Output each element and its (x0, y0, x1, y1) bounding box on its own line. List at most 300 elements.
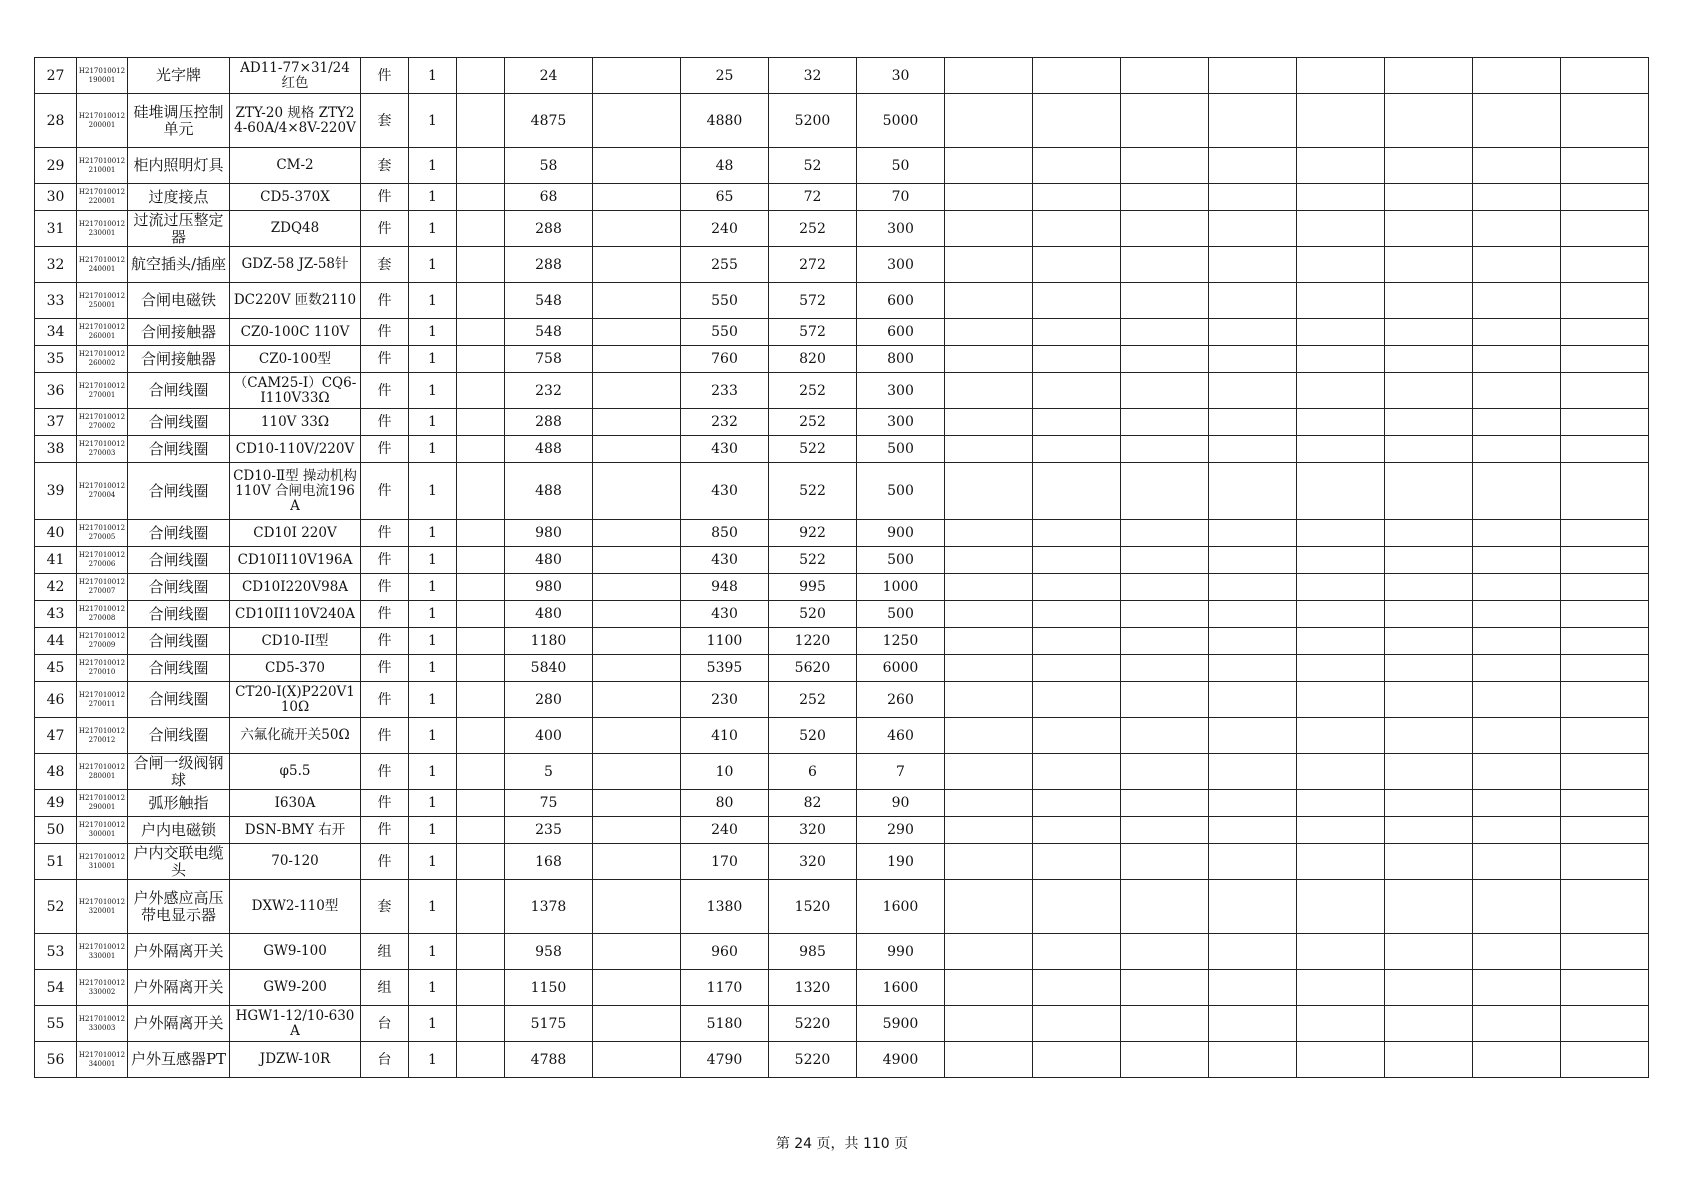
empty-cell (457, 58, 505, 94)
empty-cell (457, 463, 505, 520)
item-code: H217010012270006 (77, 547, 128, 574)
empty-cell (1561, 547, 1649, 574)
empty-cell (945, 655, 1033, 682)
empty-cell (1473, 373, 1561, 409)
empty-cell (457, 655, 505, 682)
empty-cell (593, 790, 681, 817)
item-name: 合闸线圈 (128, 463, 230, 520)
empty-cell (593, 148, 681, 184)
item-quantity: 1 (409, 283, 457, 319)
empty-cell (457, 547, 505, 574)
empty-cell (1297, 682, 1385, 718)
item-code: H217010012270004 (77, 463, 128, 520)
price-4: 600 (857, 319, 945, 346)
empty-cell (1561, 1042, 1649, 1078)
empty-cell (1297, 1006, 1385, 1042)
empty-cell (1473, 211, 1561, 247)
empty-cell (1209, 184, 1297, 211)
item-code: H217010012190001 (77, 58, 128, 94)
empty-cell (1297, 463, 1385, 520)
empty-cell (1561, 790, 1649, 817)
price-3: 6 (769, 754, 857, 790)
empty-cell (1121, 628, 1209, 655)
item-spec: CD10-II型 (230, 628, 361, 655)
item-quantity: 1 (409, 934, 457, 970)
price-1: 980 (505, 574, 593, 601)
table-row (35, 934, 1649, 970)
empty-cell (457, 436, 505, 463)
empty-cell (1121, 880, 1209, 934)
empty-cell (1033, 970, 1121, 1006)
item-quantity: 1 (409, 880, 457, 934)
item-quantity: 1 (409, 373, 457, 409)
price-4: 300 (857, 373, 945, 409)
empty-cell (945, 790, 1033, 817)
empty-cell (945, 934, 1033, 970)
empty-cell (1121, 1042, 1209, 1078)
item-unit: 套 (361, 880, 409, 934)
price-4: 7 (857, 754, 945, 790)
item-name: 户内交联电缆头 (128, 844, 230, 880)
price-4: 500 (857, 463, 945, 520)
empty-cell (457, 346, 505, 373)
empty-cell (1473, 1042, 1561, 1078)
row-number: 30 (35, 184, 77, 211)
item-quantity: 1 (409, 184, 457, 211)
item-code: H217010012270002 (77, 409, 128, 436)
table-row (35, 817, 1649, 844)
item-spec: 110V 33Ω (230, 409, 361, 436)
empty-cell (1385, 58, 1473, 94)
price-4: 500 (857, 547, 945, 574)
empty-cell (1385, 1042, 1473, 1078)
empty-cell (1297, 718, 1385, 754)
price-3: 995 (769, 574, 857, 601)
price-1: 480 (505, 547, 593, 574)
empty-cell (593, 283, 681, 319)
empty-cell (1033, 1042, 1121, 1078)
empty-cell (1209, 970, 1297, 1006)
empty-cell (1033, 547, 1121, 574)
price-3: 320 (769, 817, 857, 844)
empty-cell (945, 148, 1033, 184)
item-quantity: 1 (409, 574, 457, 601)
item-unit: 件 (361, 790, 409, 817)
item-name: 过度接点 (128, 184, 230, 211)
empty-cell (1473, 880, 1561, 934)
empty-cell (457, 1006, 505, 1042)
empty-cell (1561, 184, 1649, 211)
empty-cell (945, 844, 1033, 880)
empty-cell (1561, 58, 1649, 94)
price-4: 4900 (857, 1042, 945, 1078)
empty-cell (1033, 817, 1121, 844)
empty-cell (1033, 346, 1121, 373)
row-number: 37 (35, 409, 77, 436)
empty-cell (1121, 436, 1209, 463)
empty-cell (457, 520, 505, 547)
item-spec: CD10-Ⅱ型 操动机构 110V 合闸电流196A (230, 463, 361, 520)
empty-cell (457, 283, 505, 319)
price-1: 4875 (505, 94, 593, 148)
price-1: 5175 (505, 1006, 593, 1042)
item-spec: DXW2-110型 (230, 880, 361, 934)
item-unit: 件 (361, 409, 409, 436)
price-2: 230 (681, 682, 769, 718)
empty-cell (1385, 970, 1473, 1006)
price-1: 548 (505, 283, 593, 319)
empty-cell (1297, 211, 1385, 247)
price-2: 410 (681, 718, 769, 754)
empty-cell (457, 1042, 505, 1078)
price-4: 1000 (857, 574, 945, 601)
item-quantity: 1 (409, 409, 457, 436)
empty-cell (1385, 790, 1473, 817)
empty-cell (593, 94, 681, 148)
empty-cell (1385, 754, 1473, 790)
empty-cell (1561, 718, 1649, 754)
empty-cell (1121, 520, 1209, 547)
item-code: H217010012210001 (77, 148, 128, 184)
empty-cell (945, 601, 1033, 628)
item-name: 合闸电磁铁 (128, 283, 230, 319)
price-2: 10 (681, 754, 769, 790)
empty-cell (1473, 94, 1561, 148)
empty-cell (457, 574, 505, 601)
empty-cell (1033, 754, 1121, 790)
table-row (35, 463, 1649, 520)
empty-cell (1385, 880, 1473, 934)
row-number: 41 (35, 547, 77, 574)
empty-cell (1209, 436, 1297, 463)
empty-cell (1561, 655, 1649, 682)
empty-cell (1121, 211, 1209, 247)
price-4: 300 (857, 211, 945, 247)
price-4: 990 (857, 934, 945, 970)
price-2: 550 (681, 283, 769, 319)
price-1: 1180 (505, 628, 593, 655)
empty-cell (457, 409, 505, 436)
page-number-text: 第 24 页，共 110 页 (775, 1136, 909, 1152)
table-row (35, 880, 1649, 934)
item-spec: ZDQ48 (230, 211, 361, 247)
empty-cell (1121, 790, 1209, 817)
empty-cell (945, 1042, 1033, 1078)
item-quantity: 1 (409, 754, 457, 790)
empty-cell (1385, 319, 1473, 346)
table-row (35, 547, 1649, 574)
price-2: 4790 (681, 1042, 769, 1078)
empty-cell (1473, 184, 1561, 211)
empty-cell (1297, 574, 1385, 601)
empty-cell (1561, 934, 1649, 970)
item-spec: GW9-100 (230, 934, 361, 970)
empty-cell (593, 373, 681, 409)
empty-cell (1121, 547, 1209, 574)
empty-cell (1385, 628, 1473, 655)
item-spec: CD10I 220V (230, 520, 361, 547)
empty-cell (1297, 880, 1385, 934)
item-name: 合闸线圈 (128, 655, 230, 682)
item-code: H217010012260002 (77, 346, 128, 373)
table-row (35, 148, 1649, 184)
price-4: 6000 (857, 655, 945, 682)
empty-cell (1121, 601, 1209, 628)
empty-cell (1033, 628, 1121, 655)
row-number: 33 (35, 283, 77, 319)
price-3: 252 (769, 373, 857, 409)
item-name: 合闸一级阀钢球 (128, 754, 230, 790)
item-unit: 件 (361, 547, 409, 574)
empty-cell (593, 574, 681, 601)
item-name: 弧形触指 (128, 790, 230, 817)
item-code: H217010012330003 (77, 1006, 128, 1042)
price-2: 65 (681, 184, 769, 211)
item-spec: 六氟化硫开关50Ω (230, 718, 361, 754)
empty-cell (1209, 463, 1297, 520)
item-name: 合闸接触器 (128, 346, 230, 373)
item-quantity: 1 (409, 319, 457, 346)
row-number: 38 (35, 436, 77, 463)
empty-cell (457, 148, 505, 184)
empty-cell (1561, 319, 1649, 346)
empty-cell (1473, 463, 1561, 520)
empty-cell (1561, 94, 1649, 148)
table-row (35, 283, 1649, 319)
empty-cell (945, 184, 1033, 211)
empty-cell (1033, 1006, 1121, 1042)
empty-cell (1473, 655, 1561, 682)
row-number: 34 (35, 319, 77, 346)
empty-cell (1121, 844, 1209, 880)
empty-cell (1385, 601, 1473, 628)
empty-cell (1209, 211, 1297, 247)
price-3: 1520 (769, 880, 857, 934)
table-row (35, 844, 1649, 880)
item-name: 合闸线圈 (128, 682, 230, 718)
row-number: 43 (35, 601, 77, 628)
empty-cell (593, 409, 681, 436)
item-code: H217010012250001 (77, 283, 128, 319)
item-unit: 件 (361, 574, 409, 601)
row-number: 28 (35, 94, 77, 148)
empty-cell (1033, 148, 1121, 184)
empty-cell (1561, 247, 1649, 283)
empty-cell (945, 682, 1033, 718)
empty-cell (1033, 682, 1121, 718)
empty-cell (945, 574, 1033, 601)
item-quantity: 1 (409, 790, 457, 817)
price-1: 168 (505, 844, 593, 880)
empty-cell (1473, 319, 1561, 346)
row-number: 44 (35, 628, 77, 655)
item-unit: 件 (361, 211, 409, 247)
empty-cell (1033, 844, 1121, 880)
empty-cell (1121, 148, 1209, 184)
price-4: 30 (857, 58, 945, 94)
item-spec: DSN-BMY 右开 (230, 817, 361, 844)
item-unit: 件 (361, 184, 409, 211)
empty-cell (1033, 283, 1121, 319)
price-3: 252 (769, 211, 857, 247)
empty-cell (1561, 436, 1649, 463)
item-name: 光字牌 (128, 58, 230, 94)
price-3: 5220 (769, 1042, 857, 1078)
empty-cell (593, 319, 681, 346)
empty-cell (1121, 463, 1209, 520)
empty-cell (457, 934, 505, 970)
table-row (35, 790, 1649, 817)
empty-cell (1297, 436, 1385, 463)
empty-cell (1561, 373, 1649, 409)
empty-cell (1209, 547, 1297, 574)
empty-cell (593, 682, 681, 718)
price-1: 5 (505, 754, 593, 790)
table-row (35, 184, 1649, 211)
empty-cell (945, 547, 1033, 574)
price-1: 75 (505, 790, 593, 817)
empty-cell (457, 628, 505, 655)
table-row (35, 520, 1649, 547)
price-3: 985 (769, 934, 857, 970)
row-number: 45 (35, 655, 77, 682)
empty-cell (1473, 547, 1561, 574)
empty-cell (1121, 409, 1209, 436)
empty-cell (1385, 94, 1473, 148)
empty-cell (1561, 1006, 1649, 1042)
empty-cell (945, 373, 1033, 409)
table-row (35, 574, 1649, 601)
empty-cell (1209, 346, 1297, 373)
price-4: 5900 (857, 1006, 945, 1042)
empty-cell (1473, 283, 1561, 319)
empty-cell (1209, 94, 1297, 148)
empty-cell (1473, 346, 1561, 373)
item-spec: CD10-110V/220V (230, 436, 361, 463)
empty-cell (945, 1006, 1033, 1042)
price-1: 288 (505, 211, 593, 247)
empty-cell (945, 247, 1033, 283)
item-spec: CD5-370X (230, 184, 361, 211)
price-2: 240 (681, 817, 769, 844)
item-unit: 件 (361, 718, 409, 754)
item-code: H217010012220001 (77, 184, 128, 211)
empty-cell (1561, 346, 1649, 373)
row-number: 52 (35, 880, 77, 934)
price-2: 240 (681, 211, 769, 247)
table-row (35, 94, 1649, 148)
item-spec: GW9-200 (230, 970, 361, 1006)
item-quantity: 1 (409, 463, 457, 520)
table-row (35, 1042, 1649, 1078)
empty-cell (945, 628, 1033, 655)
row-number: 46 (35, 682, 77, 718)
item-spec: CD5-370 (230, 655, 361, 682)
item-code: H217010012270007 (77, 574, 128, 601)
price-1: 232 (505, 373, 593, 409)
empty-cell (1033, 520, 1121, 547)
item-code: H217010012270003 (77, 436, 128, 463)
item-code: H217010012270011 (77, 682, 128, 718)
price-2: 1380 (681, 880, 769, 934)
item-unit: 件 (361, 436, 409, 463)
item-quantity: 1 (409, 58, 457, 94)
item-quantity: 1 (409, 601, 457, 628)
empty-cell (1561, 520, 1649, 547)
price-1: 280 (505, 682, 593, 718)
empty-cell (1297, 754, 1385, 790)
empty-cell (945, 970, 1033, 1006)
table-row (35, 409, 1649, 436)
price-1: 4788 (505, 1042, 593, 1078)
empty-cell (457, 184, 505, 211)
empty-cell (593, 211, 681, 247)
empty-cell (945, 880, 1033, 934)
empty-cell (1385, 574, 1473, 601)
item-code: H217010012270008 (77, 601, 128, 628)
empty-cell (1297, 346, 1385, 373)
price-1: 958 (505, 934, 593, 970)
price-1: 1150 (505, 970, 593, 1006)
empty-cell (1209, 601, 1297, 628)
empty-cell (457, 601, 505, 628)
item-unit: 件 (361, 682, 409, 718)
price-3: 520 (769, 601, 857, 628)
empty-cell (457, 790, 505, 817)
empty-cell (945, 283, 1033, 319)
item-spec: CD10I110V196A (230, 547, 361, 574)
price-1: 68 (505, 184, 593, 211)
empty-cell (593, 655, 681, 682)
empty-cell (945, 409, 1033, 436)
price-2: 232 (681, 409, 769, 436)
empty-cell (1385, 184, 1473, 211)
empty-cell (457, 319, 505, 346)
price-3: 5200 (769, 94, 857, 148)
empty-cell (1297, 655, 1385, 682)
row-number: 49 (35, 790, 77, 817)
price-1: 758 (505, 346, 593, 373)
empty-cell (1209, 574, 1297, 601)
item-name: 户外感应高压带电显示器 (128, 880, 230, 934)
empty-cell (1473, 682, 1561, 718)
item-spec: JDZW-10R (230, 1042, 361, 1078)
empty-cell (1385, 148, 1473, 184)
item-spec: CM-2 (230, 148, 361, 184)
item-spec: CZ0-100型 (230, 346, 361, 373)
item-code: H217010012240001 (77, 247, 128, 283)
price-2: 5395 (681, 655, 769, 682)
price-4: 500 (857, 436, 945, 463)
table-row (35, 655, 1649, 682)
item-name: 合闸线圈 (128, 574, 230, 601)
price-3: 522 (769, 547, 857, 574)
empty-cell (1385, 655, 1473, 682)
empty-cell (1561, 682, 1649, 718)
empty-cell (1385, 844, 1473, 880)
price-3: 320 (769, 844, 857, 880)
row-number: 27 (35, 58, 77, 94)
item-code: H217010012270005 (77, 520, 128, 547)
empty-cell (1385, 373, 1473, 409)
row-number: 35 (35, 346, 77, 373)
price-2: 255 (681, 247, 769, 283)
empty-cell (1297, 94, 1385, 148)
table-row (35, 601, 1649, 628)
empty-cell (1297, 970, 1385, 1006)
price-2: 760 (681, 346, 769, 373)
price-2: 25 (681, 58, 769, 94)
